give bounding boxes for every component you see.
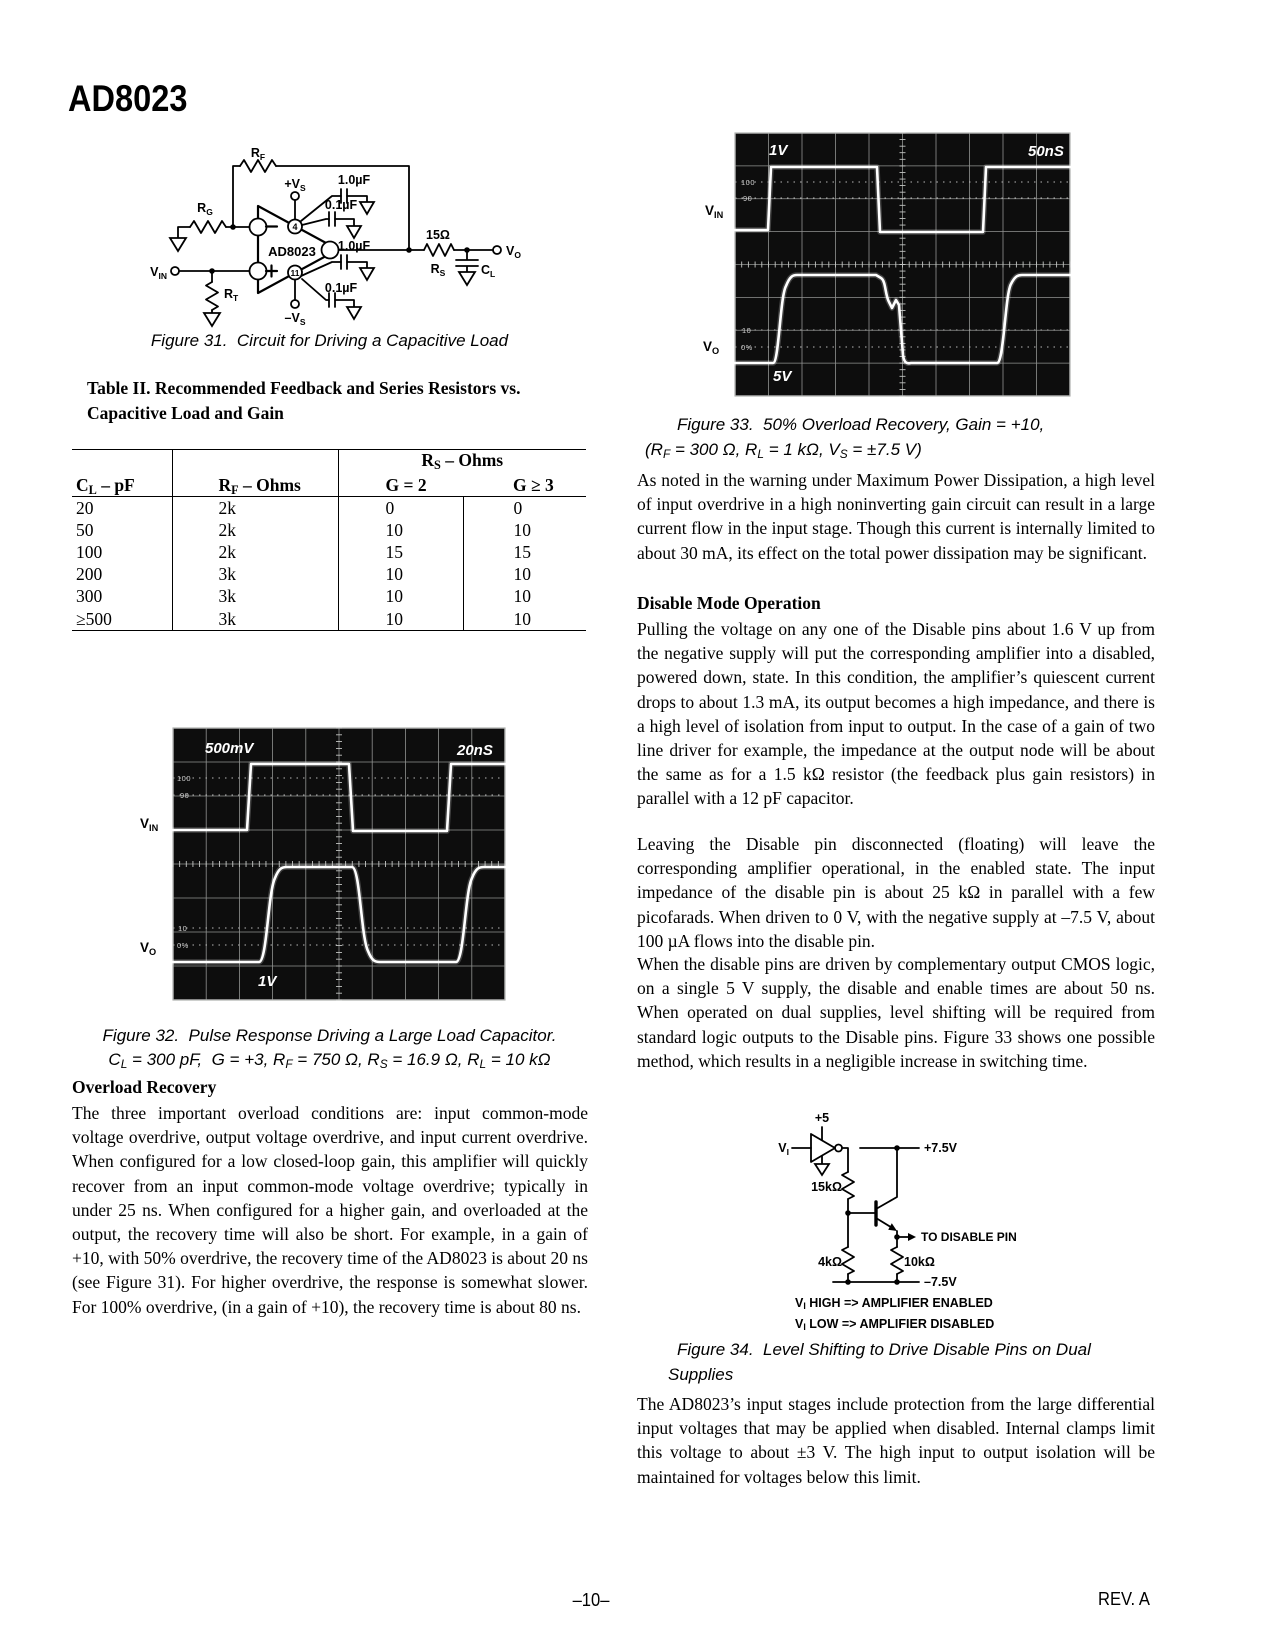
junction-dot [845, 1210, 851, 1216]
table-cell [172, 450, 338, 472]
to-disable-pin-label: TO DISABLE PIN [921, 1230, 1017, 1244]
table-cell: 2k [172, 541, 338, 563]
table-cell: 10 [338, 607, 463, 630]
table-cell: 50 [72, 519, 172, 541]
vin-terminal [171, 267, 179, 275]
junction-dot [464, 247, 470, 253]
table-cell: 3k [172, 585, 338, 607]
r15k-label: 15kΩ [811, 1180, 842, 1194]
table-cell: 10 [513, 564, 531, 584]
pin4-label: 4 [292, 222, 298, 232]
pin11-label: 11 [290, 268, 300, 278]
vo-channel-label: $V_O$ [703, 339, 720, 356]
rf-label: $R_F$ [250, 146, 266, 162]
figure34-caption-line1: Figure 34. Level Shifting to Drive Disable Pins on Dual [677, 1340, 1091, 1359]
disable-mode-paragraph1: Pulling the voltage on any one of the Disable pins about 1.6 V up from the negative supply will put the corresponding amplifier into a disabled, powered down, state. In this condition, the amplifier’s quiescent current drops to about 1.3 mA, its output becomes a high impedance, and there is a high level of isolation from input to output. In the case of a gain of two line driver for example, the impedance at the output node will be about the same as for a 1.5 kΩ resistor (the feedback plus gain resistors) in parallel with a 12 pF capacitor. [637, 619, 1155, 809]
input-protection-paragraph: The AD8023’s input stages include protection from the large differential input voltages that may be applied when disabled. Internal clamps limit this voltage to about ±3 V. The high input to output isolation will be maintained for voltages below this limit. [637, 1394, 1155, 1487]
vs-pos-terminal [291, 192, 299, 200]
vin-channel-label: $V_{IN}$ [705, 203, 724, 220]
max-power-paragraph: As noted in the warning under Maximum Power Dissipation, a high level of input overdrive in a high noninverting gain circuit can result in a large current flow in the input stage. Though this current is internally limited to about 30 mA, its effect on the total power dissipation may be significant. [637, 470, 1155, 563]
junction-dot [894, 1279, 900, 1285]
scope-0-label: 0% [741, 343, 753, 352]
disable-mode-heading: Disable Mode Operation [637, 593, 821, 613]
overload-recovery-heading: Overload Recovery [72, 1077, 217, 1097]
vs-neg-terminal [291, 300, 299, 308]
rg-resistor [190, 221, 226, 233]
table-cell: ≥500 [72, 607, 172, 630]
revision-label: REV. A [1098, 1589, 1150, 1609]
opamp-label: AD8023 [268, 244, 316, 259]
vo-terminal [493, 246, 501, 254]
ch2-volts-per-div-label: 5V [773, 368, 792, 385]
table-cell: 0 [513, 498, 523, 518]
to-disable-arrow [908, 1233, 916, 1241]
r4k-label: 4kΩ [818, 1255, 842, 1269]
cap-01u-bot-label: 0.1µF [324, 281, 358, 295]
figure33-scope-photo [695, 125, 1085, 410]
vo-channel-label: $V_O$ [140, 940, 157, 957]
figure32-scope-photo [128, 720, 520, 1012]
table2 [72, 449, 586, 631]
table-cell: 15 [338, 541, 463, 563]
table-cell: 10 [513, 520, 531, 540]
page-title-part-number: AD8023 [68, 78, 188, 119]
ground-icon [360, 268, 374, 280]
table-cell: 0 [338, 496, 463, 519]
opamp-output-circle [322, 242, 339, 259]
rt-resistor [206, 282, 218, 310]
table-cell: 2k [172, 519, 338, 541]
table-header-cl: $C_L$ – pF [72, 471, 172, 496]
cl-label: $C_L$ [481, 263, 496, 279]
figure33-caption-line1: Figure 33. 50% Overload Recovery, Gain = +10, [677, 415, 1045, 434]
r4k-resistor [842, 1247, 854, 1274]
ground-icon [347, 307, 361, 319]
cap-01u-top-label: 0.1µF [324, 198, 358, 212]
cap-01u-top-plates [329, 212, 335, 226]
table-cell [72, 450, 172, 472]
table-cell: 2k [172, 496, 338, 519]
ch2-volts-per-div-label: 1V [258, 973, 277, 990]
time-per-div-label: 20nS [457, 742, 493, 759]
inverter-bubble [835, 1145, 842, 1152]
cl-capacitor [456, 250, 478, 272]
figure32-caption-line1: Figure 32. Pulse Response Driving a Large Load Capacitor. [102, 1026, 557, 1045]
inverter-out-wire [842, 1148, 848, 1172]
opamp-inverting-input-circle [250, 219, 267, 236]
table-cell: 15 [513, 542, 531, 562]
r10k-label: 10kΩ [904, 1255, 935, 1269]
rg-label: $R_G$ [197, 201, 213, 217]
vin-label: $V_{IN}$ [150, 265, 167, 281]
table-cell: 10 [338, 563, 463, 585]
ground-icon [347, 226, 361, 238]
junction-dot [209, 268, 215, 274]
page-number: –10– [572, 1590, 610, 1610]
cap-1u-bot-plates [341, 255, 347, 269]
figure34-note1: $V_I$ HIGH => AMPLIFIER ENABLED [795, 1296, 993, 1312]
scope-100-label: 100 [741, 178, 756, 187]
plus75-label: +7.5V [924, 1141, 958, 1155]
table-cell: 10 [463, 607, 586, 630]
volts-per-div-label: 500mV [205, 740, 254, 757]
inverter-triangle [811, 1134, 835, 1162]
table-cell: 20 [72, 496, 172, 519]
cap-01u-bot-plates [329, 293, 335, 307]
scope-0-label: 0% [177, 941, 189, 950]
disable-mode-paragraph2: Leaving the Disable pin disconnected (floating) will leave the corresponding amplifier operational, in the enabled state. The input impedance of the disable pin is about 25 kΩ in parallel with a few picofarads. When driven to 0 V, with the negative supply at –7.5 V, about 100 µA flows into the disable pin. [637, 834, 1155, 951]
scope-90-label: 90 [743, 194, 753, 203]
figure34-circuit-diagram [755, 1105, 1017, 1295]
ground-icon [459, 272, 475, 285]
table-cell: 300 [72, 585, 172, 607]
ground-icon [170, 238, 186, 251]
minus75-label: –7.5V [924, 1275, 957, 1289]
figure32-caption-line2: $C_L = 300$ pF, G = +3, $R_F = 750$ Ω, $R_S = 16.9$ Ω, $R_L = 10$ kΩ [108, 1050, 551, 1072]
r15k-resistor [842, 1172, 854, 1199]
cap-1u-bot-label: 1.0µF [337, 239, 371, 253]
figure34-caption-line2: Supplies [668, 1365, 734, 1384]
junction-dot [230, 224, 236, 230]
scope-100-label: 100 [177, 774, 192, 783]
plus-sign [266, 266, 277, 277]
table-cell: 100 [72, 541, 172, 563]
rs-value-label: 15Ω [426, 228, 450, 242]
opamp-noninverting-input-circle [250, 263, 267, 280]
scope-90-label: 90 [180, 791, 190, 800]
plus5-label: +5 [814, 1111, 830, 1125]
vin-channel-label: $V_{IN}$ [140, 816, 159, 833]
table-cell: 3k [172, 607, 338, 630]
volts-per-div-label: 1V [769, 142, 788, 159]
rg-ground-stub [178, 227, 190, 238]
table-header-rf: $R_F$ – Ohms [172, 471, 338, 496]
junction-dot [894, 1234, 900, 1240]
ground-icon [815, 1164, 829, 1175]
junction-dot [845, 1279, 851, 1285]
junction-dot [406, 247, 412, 253]
table-cell: 10 [338, 585, 463, 607]
cap-1u-top-label: 1.0µF [337, 173, 371, 187]
base-wire [848, 1199, 876, 1213]
table-cell: 3k [172, 563, 338, 585]
scope-10-label: 10 [742, 326, 752, 335]
vs-pos-label: $+V_S$ [284, 177, 306, 193]
r10k-resistor [891, 1247, 903, 1274]
vo-label: $V_O$ [506, 244, 521, 260]
scope-10-label: 10 [178, 924, 188, 933]
rt-label: $R_T$ [224, 287, 239, 303]
table-cell: 10 [338, 519, 463, 541]
table-header-g3: G ≥ 3 [463, 471, 586, 496]
rf-resistor [240, 160, 276, 172]
ground-icon [360, 202, 374, 214]
feedback-wire [233, 166, 240, 227]
disable-mode-paragraph3: When the disable pins are driven by complementary output CMOS logic, on a single 5 V supply, the disable and enable times are about 50 ns. When operated on dual supplies, level shifting will be required from standard logic outputs to the Disable pins. Figure 33 shows one possible method, which results in a negligible increase in switching time. [637, 954, 1155, 1071]
collector-wire [876, 1148, 897, 1209]
table-header-g2: G = 2 [338, 471, 463, 496]
junction-dot [894, 1145, 900, 1151]
table-cell: 10 [513, 586, 531, 606]
figure33-caption-line2: ($R_F = 300$ Ω, $R_L = 1$ kΩ, $V_S = \pm 7.5$ V) [645, 440, 922, 462]
time-per-div-label: 50nS [1028, 143, 1064, 160]
cap-01u-top-wire [302, 219, 354, 226]
table-header-rs-ohms: $R_S$ – Ohms [421, 450, 504, 473]
figure31-caption: Figure 31. Circuit for Driving a Capacitive Load [150, 331, 509, 350]
rs-resistor [424, 244, 454, 256]
figure31-circuit-diagram [140, 128, 585, 340]
vs-neg-label: $-V_S$ [284, 311, 306, 327]
overload-recovery-paragraph: The three important overload conditions are: input common-mode voltage overdrive, output voltage overdrive, and input current overdrive. When configured for a low closed-loop gain, this amplifier will quickly recover from an input common-mode voltage overdrive; typically in under 25 ns. When configured for a higher gain, and overloaded at the output, the recovery time will also be short. For example, in a gain of +10, with 50% overdrive, the recovery time of the AD8023 is about 20 ns (see Figure 31). For higher overdrive, the response is somewhat slower. For 100% overdrive, (in a gain of +10), the recovery time is about 80 ns. [72, 1103, 588, 1317]
rs-label: $R_S$ [430, 262, 446, 278]
table-cell: 200 [72, 563, 172, 585]
vi-label: $V_I$ [778, 1141, 789, 1157]
ground-icon [204, 313, 220, 326]
figure34-note2: $V_I$ LOW => AMPLIFIER DISABLED [795, 1317, 995, 1333]
table2-title: Table II. Recommended Feedback and Series Resistors vs. Capacitive Load and Gain [87, 378, 521, 423]
